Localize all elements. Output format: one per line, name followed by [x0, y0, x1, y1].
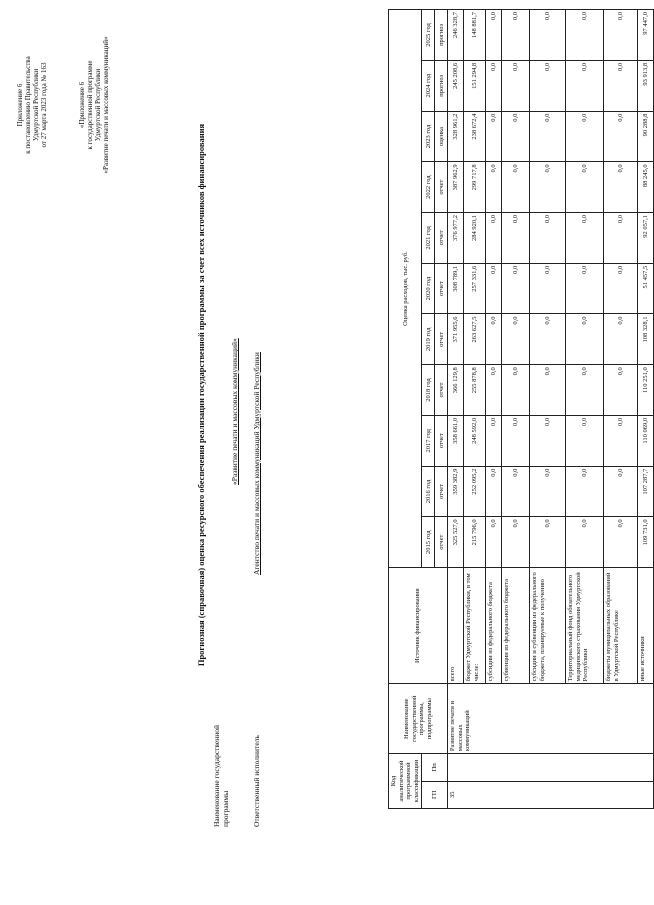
program-name: «Развитие печати и массовых коммуникаций» [230, 338, 239, 485]
cell-value: 0,0 [604, 213, 638, 264]
cell-value: 0,0 [486, 111, 502, 162]
appendix-line: от 27 марта 2023 года № 163 [40, 62, 48, 148]
cell-value: 358 661,0 [448, 415, 464, 466]
cell-value: 328 961,2 [448, 111, 464, 162]
cell-value: 0,0 [486, 466, 502, 517]
header-estimate: Оценка расходов, тыс. руб. [389, 10, 422, 568]
header-kind: прогноз [435, 10, 448, 61]
cell-program-name: Развитие печати и массовых коммуникаций [448, 684, 654, 754]
cell-value: 0,0 [530, 111, 566, 162]
header-year: 2023 год [422, 111, 435, 162]
cell-value: 0,0 [566, 10, 604, 61]
appendix-line: Приложение 6 [16, 83, 24, 127]
cell-value: 0,0 [604, 466, 638, 517]
cell-value: 366 129,8 [448, 365, 464, 416]
cell-value: 0,0 [486, 365, 502, 416]
cell-value: 0,0 [486, 415, 502, 466]
cell-value: 308 789,1 [448, 263, 464, 314]
cell-value: 0,0 [604, 60, 638, 111]
header-gp: ГП [422, 781, 448, 808]
cell-value: 151 294,8 [464, 60, 486, 111]
cell-value: 245 208,6 [448, 60, 464, 111]
cell-source: субсидии и субвенции из федерального бюджета, планируемые к получению [530, 568, 566, 684]
executor-name: Агентство печати и массовых коммуникаций Удмуртской Республики [252, 352, 261, 575]
cell-value: 0,0 [486, 10, 502, 61]
cell-value: 0,0 [530, 466, 566, 517]
cell-pp [448, 754, 654, 781]
header-kind: отчет [435, 517, 448, 568]
appendix-line: к постановлению Правительства [24, 56, 32, 154]
cell-value: 0,0 [502, 10, 530, 61]
header-code: Код аналитической программной классификации [389, 754, 422, 809]
header-kind: оценка [435, 111, 448, 162]
cell-source: бюджеты муниципальных образований в Удмуртской Республике [604, 568, 638, 684]
cell-value: 0,0 [502, 517, 530, 568]
header-kind: отчет [435, 365, 448, 416]
cell-value: 0,0 [502, 60, 530, 111]
cell-value: 0,0 [530, 10, 566, 61]
cell-value: 0,0 [486, 263, 502, 314]
cell-value: 0,0 [566, 111, 604, 162]
cell-value: 238 672,4 [464, 111, 486, 162]
program-label [212, 677, 230, 827]
cell-value: 0,0 [566, 213, 604, 264]
cell-value: 0,0 [486, 517, 502, 568]
header-year: 2020 год [422, 263, 435, 314]
appendix-line: Удмуртской Республики [94, 68, 102, 142]
header-year: 2016 год [422, 466, 435, 517]
header-source: Источник финансирования [389, 568, 448, 684]
cell-value: 0,0 [502, 162, 530, 213]
appendix-program [78, 5, 110, 205]
header-program-name: Наименование государственной программы, подпрограммы [389, 684, 448, 754]
cell-value: 376 977,2 [448, 213, 464, 264]
program-label-line: программы [221, 790, 230, 827]
cell-source: Территориальный фонд обязательного медицинского страхования Удмуртской Республики [566, 568, 604, 684]
cell-value: 0,0 [566, 517, 604, 568]
cell-value: 0,0 [566, 415, 604, 466]
cell-value: 88 245,0 [638, 162, 654, 213]
cell-value: 248 592,0 [464, 415, 486, 466]
cell-value: 0,0 [604, 415, 638, 466]
cell-source: всего [448, 568, 464, 684]
header-year: 2024 год [422, 60, 435, 111]
cell-value: 0,0 [530, 263, 566, 314]
appendix-line: «Развитие печати и массовых коммуникаций» [102, 36, 110, 174]
cell-value: 0,0 [530, 415, 566, 466]
cell-value: 0,0 [502, 415, 530, 466]
header-kind: отчет [435, 213, 448, 264]
cell-value: 0,0 [502, 263, 530, 314]
program-label-line: Наименование государственной [212, 724, 221, 827]
cell-value: 107 287,7 [638, 466, 654, 517]
cell-value: 0,0 [604, 111, 638, 162]
header-kind: прогноз [435, 60, 448, 111]
cell-value: 0,0 [502, 314, 530, 365]
header-year: 2021 год [422, 213, 435, 264]
cell-value: 0,0 [530, 517, 566, 568]
cell-value: 148 881,7 [464, 10, 486, 61]
header-year: 2019 год [422, 314, 435, 365]
cell-value: 0,0 [486, 162, 502, 213]
cell-value: 0,0 [502, 365, 530, 416]
executor-label: Ответственный исполнитель [252, 735, 261, 827]
cell-value: 0,0 [530, 162, 566, 213]
header-year: 2022 год [422, 162, 435, 213]
header-year: 2015 год [422, 517, 435, 568]
cell-value: 325 527,0 [448, 517, 464, 568]
cell-value: 0,0 [566, 314, 604, 365]
cell-value: 263 627,5 [464, 314, 486, 365]
cell-value: 0,0 [604, 517, 638, 568]
header-kind: отчет [435, 314, 448, 365]
cell-value: 215 796,0 [464, 517, 486, 568]
header-year: 2018 год [422, 365, 435, 416]
cell-value: 92 057,1 [638, 213, 654, 264]
cell-value: 255 878,8 [464, 365, 486, 416]
cell-value: 110 251,0 [638, 365, 654, 416]
header-kind: отчет [435, 263, 448, 314]
header-kind: отчет [435, 162, 448, 213]
cell-value: 371 955,6 [448, 314, 464, 365]
cell-value: 0,0 [604, 162, 638, 213]
cell-value: 252 095,2 [464, 466, 486, 517]
cell-value: 0,0 [566, 162, 604, 213]
cell-value: 284 920,1 [464, 213, 486, 264]
cell-value: 0,0 [604, 10, 638, 61]
page-title: Прогнозная (справочная) оценка ресурсного обеспечения реализации государственной программы за счет всех источников финансирования [196, 123, 206, 667]
cell-value: 0,0 [604, 314, 638, 365]
cell-value: 359 382,9 [448, 466, 464, 517]
cell-value: 109 731,0 [638, 517, 654, 568]
cell-value: 0,0 [566, 60, 604, 111]
appendix-resolution [16, 5, 48, 205]
cell-source: иные источники [638, 568, 654, 684]
cell-value: 110 069,0 [638, 415, 654, 466]
cell-value: 90 288,8 [638, 111, 654, 162]
cell-value: 0,0 [530, 365, 566, 416]
cell-value: 93 913,8 [638, 60, 654, 111]
cell-value: 0,0 [566, 466, 604, 517]
cell-value: 0,0 [502, 111, 530, 162]
appendix-line: к государственной программе [86, 60, 94, 150]
cell-gp: 35 [448, 781, 654, 808]
cell-value: 97 447,0 [638, 10, 654, 61]
cell-value: 299 717,8 [464, 162, 486, 213]
cell-value: 51 457,5 [638, 263, 654, 314]
cell-value: 0,0 [566, 263, 604, 314]
cell-source: субвенции из федерального бюджета [502, 568, 530, 684]
header-year: 2017 год [422, 415, 435, 466]
cell-value: 0,0 [604, 263, 638, 314]
cell-value: 0,0 [486, 213, 502, 264]
table-row [448, 10, 464, 809]
cell-value: 0,0 [604, 365, 638, 416]
cell-value: 108 328,1 [638, 314, 654, 365]
appendix-line: Удмуртской Республики [32, 68, 40, 142]
cell-value: 0,0 [566, 365, 604, 416]
funding-table [388, 9, 654, 809]
header-kind: отчет [435, 415, 448, 466]
cell-value: 0,0 [486, 60, 502, 111]
cell-value: 387 962,9 [448, 162, 464, 213]
cell-value: 257 331,6 [464, 263, 486, 314]
cell-value: 0,0 [486, 314, 502, 365]
appendix-line: «Приложение 6 [78, 81, 86, 129]
header-pp: Пп [422, 754, 448, 781]
cell-value: 0,0 [502, 213, 530, 264]
cell-value: 246 328,7 [448, 10, 464, 61]
cell-value: 0,0 [530, 60, 566, 111]
header-year: 2025 год [422, 10, 435, 61]
header-kind: отчет [435, 466, 448, 517]
cell-source: бюджет Удмуртской Республики, в том числе: [464, 568, 486, 684]
cell-source: субсидии из федерального бюджета [486, 568, 502, 684]
cell-value: 0,0 [530, 314, 566, 365]
cell-value: 0,0 [530, 213, 566, 264]
cell-value: 0,0 [502, 466, 530, 517]
